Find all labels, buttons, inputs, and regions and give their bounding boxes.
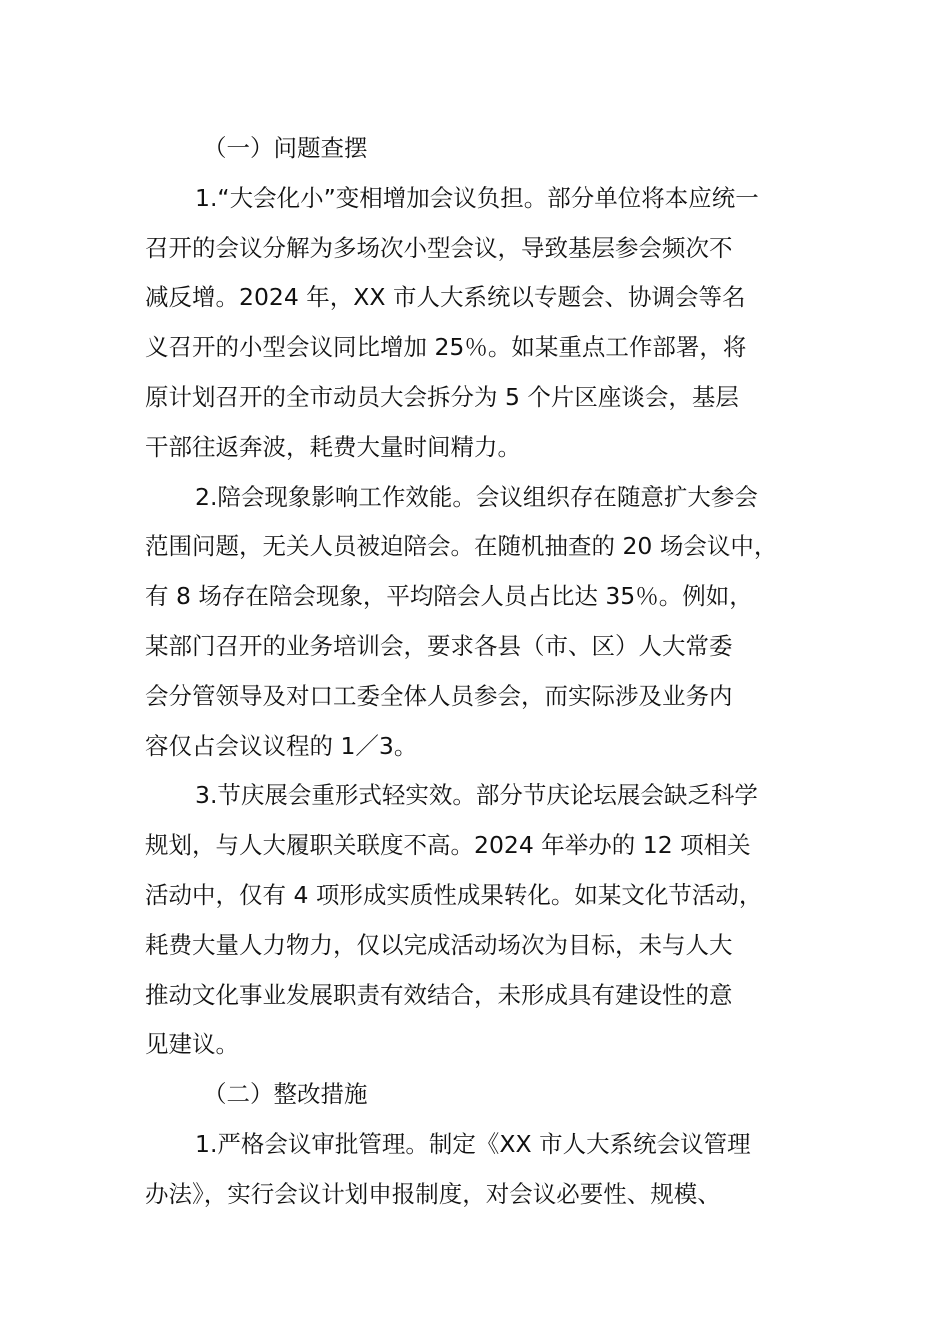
paragraph-line: 1.“大会化小”变相增加会议负担。部分单位将本应统一 [195,183,759,212]
paragraph-line: 原计划召开的全市动员大会拆分为 5 个片区座谈会，基层 [145,382,739,411]
paragraph-line: 范围问题，无关人员被迫陪会。在随机抽查的 20 场会议中， [145,532,778,561]
paragraph-line: 活动中，仅有 4 项形成实质性成果转化。如某文化节活动， [145,880,763,909]
paragraph-line: 有 8 场存在陪会现象，平均陪会人员占比达 35％。例如， [145,582,753,611]
paragraph-line: 规划，与人大履职关联度不高。2024 年举办的 12 项相关 [145,831,751,860]
paragraph-line: 干部往返奔波，耗费大量时间精力。 [145,432,521,461]
paragraph-line: 减反增。2024 年，XX 市人大系统以专题会、协调会等名 [145,283,746,312]
paragraph-line: 容仅占会议议程的 1／3。 [145,731,418,760]
paragraph-item-2 [145,473,810,772]
paragraph-line: 召开的会议分解为多场次小型会议，导致基层参会频次不 [145,233,733,262]
paragraph-measure-1 [145,1120,810,1220]
paragraph-line: 推动文化事业发展职责有效结合，未形成具有建设性的意 [145,980,733,1009]
paragraph-line: 1.严格会议审批管理。制定《XX 市人大系统会议管理 [195,1129,751,1158]
paragraph-line: 3.节庆展会重形式轻实效。部分节庆论坛展会缺乏科学 [195,781,758,810]
paragraph-line: 耗费大量人力物力，仅以完成活动场次为目标，未与人大 [145,930,733,959]
paragraph-line: 会分管领导及对口工委全体人员参会，而实际涉及业务内 [145,681,733,710]
section-heading-measures: （二）整改措施 [203,1080,368,1109]
paragraph-line: 办法》，实行会议计划申报制度，对会议必要性、规模、 [145,1179,721,1208]
section-heading-problems: （一）问题查摆 [203,134,368,162]
paragraph-line: 义召开的小型会议同比增加 25％。如某重点工作部署，将 [145,333,747,362]
paragraph-item-1 [145,174,810,473]
paragraph-item-3 [145,771,810,1070]
document-body [145,124,810,1220]
paragraph-line: 2.陪会现象影响工作效能。会议组织存在随意扩大参会 [195,482,758,511]
paragraph-line: 见建议。 [145,1030,239,1059]
paragraph-line: 某部门召开的业务培训会，要求各县（市、区）人大常委 [145,631,733,660]
